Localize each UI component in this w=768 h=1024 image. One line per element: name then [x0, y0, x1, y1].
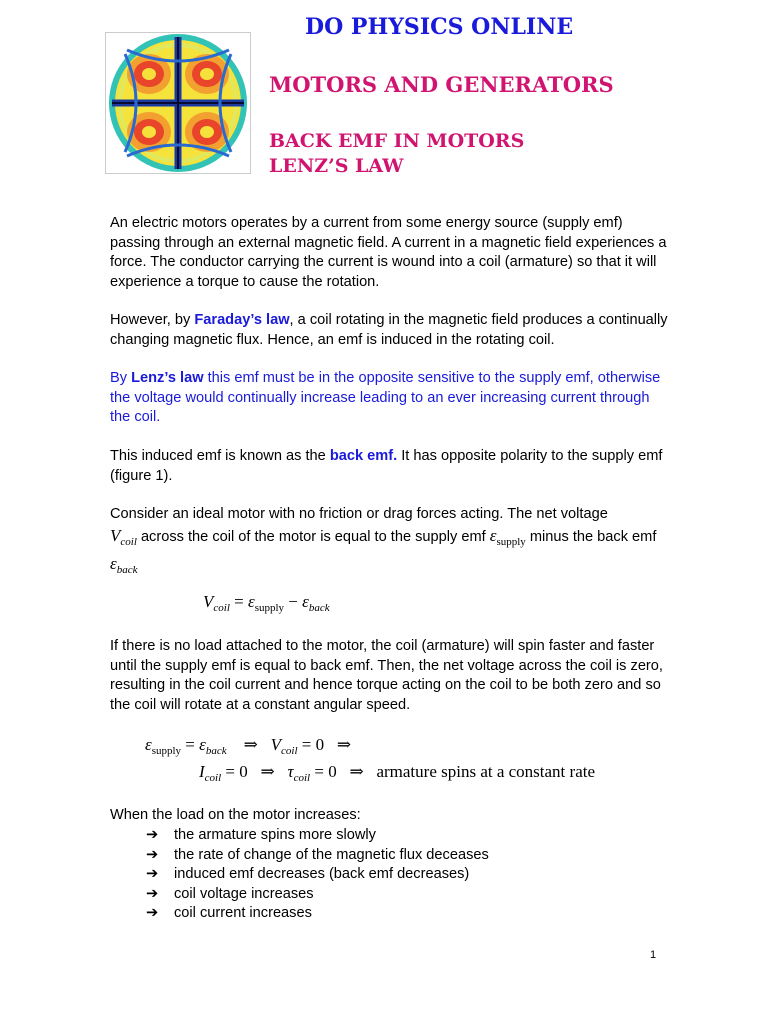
- p3-text-after: this emf must be in the opposite sensitive to the supply emf, otherwise the voltage would continually increase leading to an ever increasing current through the coil.: [110, 370, 661, 425]
- eps-supply-symbol: $\varepsilon_{supply}$: [489, 526, 526, 548]
- equation-coil-voltage: $V_{coil} = \varepsilon_{supply} - \varepsilon_{back}$: [203, 592, 330, 614]
- subtitle-line-2: LENZ’S LAW: [269, 155, 404, 177]
- paragraph-ideal-motor: [110, 504, 670, 581]
- equation-equilibrium-line2: $I_{coil} = 0$ ⇒ $\tau_{coil} = 0$ ⇒ armature spins at a constant rate: [199, 762, 596, 784]
- eps-back-symbol: $\varepsilon_{back}$: [110, 554, 138, 576]
- subtitle-line-1: BACK EMF IN MOTORS: [269, 130, 525, 152]
- paragraph-load-increase: When the load on the motor increases:: [110, 807, 361, 823]
- topic-title: MOTORS AND GENERATORS: [269, 72, 614, 97]
- paragraph-lenz: [110, 369, 670, 428]
- p2-text-after: , a coil rotating in the magnetic field produces a continually changing magnetic flux. Hence, an emf is induced in the rotating coil.: [110, 312, 668, 348]
- back-emf-term: back emf.: [329, 448, 398, 464]
- arrow-icon: ➔: [146, 905, 159, 921]
- p4-text-after: It has opposite polarity to the supply emf (figure 1).: [110, 448, 663, 484]
- lenz-law-term: Lenz’s law: [131, 370, 204, 386]
- list-item: ➔ induced emf decreases (back emf decreases): [146, 865, 489, 885]
- site-title: DO PHYSICS ONLINE: [305, 14, 574, 40]
- p4-text-before: This induced emf is known as the: [110, 448, 330, 464]
- p2-text-before: However, by: [110, 312, 195, 328]
- arrow-icon: ➔: [146, 827, 159, 843]
- paragraph-back-emf: [110, 447, 670, 486]
- p5-text-3: minus the back emf: [525, 529, 657, 545]
- arrow-icon: ➔: [146, 885, 159, 902]
- equation-equilibrium-line1: $\varepsilon_{supply} = \varepsilon_{back}$ ⇒ $V_{coil} = 0$ ⇒: [145, 735, 352, 757]
- paragraph-motor-operation: An electric motors operates by a current from some energy source (supply emf) passing through an external magnetic field. A current in a magnetic field experiences a force. The conductor carrying the current is wound into a coil (armature) so that it will experience a torque to cause the rotation.: [110, 215, 667, 290]
- paragraph-faraday: [110, 311, 670, 350]
- list-item: ➔ the rate of change of the magnetic flux deceases: [146, 846, 489, 866]
- load-effects-list: [146, 826, 489, 924]
- subtitle: [269, 129, 524, 179]
- list-item: ➔ coil current increases: [146, 904, 489, 924]
- arrow-icon: ➔: [146, 866, 159, 882]
- list-item: ➔ coil voltage increases: [146, 885, 489, 905]
- page-number: 1: [650, 949, 657, 961]
- faraday-law-term: Faraday’s law: [194, 312, 290, 328]
- arrow-icon: ➔: [146, 846, 159, 863]
- paragraph-no-load: If there is no load attached to the motor, the coil (armature) will spin faster and faster until the supply emf is equal to back emf. Then, the net voltage across the coil is zero, resulting in the coil current and hence torque acting on the coil to be both zero and so the coil will rotate at a constant angular speed.: [110, 638, 663, 713]
- list-item: ➔ the armature spins more slowly: [146, 826, 489, 846]
- v-coil-symbol: $V_{coil}$: [110, 526, 137, 548]
- physics-field-logo-icon: [105, 32, 251, 174]
- p5-text-2: across the coil of the motor is equal to the supply emf: [136, 529, 490, 545]
- p3-text-before: By: [110, 370, 132, 386]
- p5-text-1: Consider an ideal motor with no friction or drag forces acting. The net voltage: [110, 506, 608, 522]
